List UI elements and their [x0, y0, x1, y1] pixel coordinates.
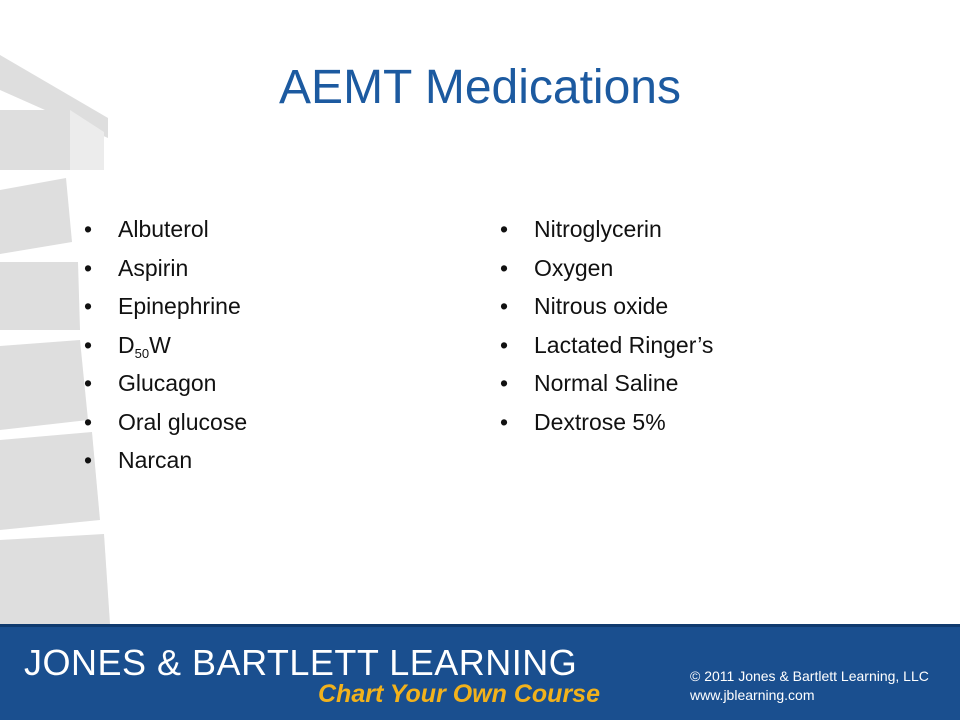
- list-item-text: Nitrous oxide: [534, 293, 669, 319]
- list-item: [84, 403, 247, 442]
- list-item-text: Normal Saline: [534, 370, 679, 396]
- list-item-text: Aspirin: [118, 254, 189, 281]
- list-item: [500, 403, 713, 442]
- bullet: •: [84, 216, 93, 242]
- bullet: •: [84, 408, 93, 435]
- list-item: [500, 210, 713, 249]
- slide-title: AEMT Medications: [279, 61, 681, 114]
- bullet: •: [500, 370, 509, 396]
- list-item: [84, 287, 247, 326]
- list-item: [500, 249, 713, 288]
- bullet: •: [500, 408, 509, 435]
- bullet: •: [84, 254, 93, 281]
- list-item: [84, 441, 247, 480]
- bullet: •: [84, 447, 93, 473]
- copyright-notice: © 2011 Jones & Bartlett Learning, LLC: [690, 668, 929, 684]
- list-item-text: Oral glucose: [118, 408, 248, 435]
- list-item-text: Glucagon: [118, 370, 217, 396]
- list-item: [84, 326, 247, 365]
- list-item: [500, 364, 713, 403]
- publisher-brand: JONES & BARTLETT LEARNING: [24, 642, 578, 683]
- bullet: •: [500, 293, 509, 319]
- list-item: [500, 326, 713, 365]
- bullet: •: [84, 370, 93, 396]
- list-item-text-suffix: W: [149, 331, 171, 358]
- list-item-text: Albuterol: [118, 216, 209, 242]
- list-item: [84, 364, 247, 403]
- list-item: [500, 287, 713, 326]
- list-item-text: Narcan: [118, 447, 193, 473]
- list-item-text: Nitroglycerin: [534, 216, 662, 242]
- bullet: •: [500, 254, 509, 281]
- list-item-subscript: 50: [134, 345, 150, 361]
- bullet: •: [500, 331, 509, 358]
- list-item: [84, 210, 247, 249]
- footer-banner: [0, 624, 960, 720]
- right-medication-list: [500, 210, 713, 441]
- publisher-tagline: Chart Your Own Course: [318, 680, 600, 708]
- list-item-text: Lactated Ringer’s: [534, 331, 714, 358]
- list-item-text: Oxygen: [534, 254, 614, 281]
- bullet: •: [500, 216, 509, 242]
- bullet: •: [84, 293, 93, 319]
- list-item: [84, 249, 247, 288]
- publisher-website: www.jblearning.com: [690, 687, 815, 703]
- list-item-text-prefix: D: [118, 331, 135, 358]
- left-medication-list: [84, 210, 247, 480]
- list-item-text: Dextrose 5%: [534, 408, 666, 435]
- bullet: •: [84, 331, 93, 358]
- list-item-text: Epinephrine: [118, 293, 241, 319]
